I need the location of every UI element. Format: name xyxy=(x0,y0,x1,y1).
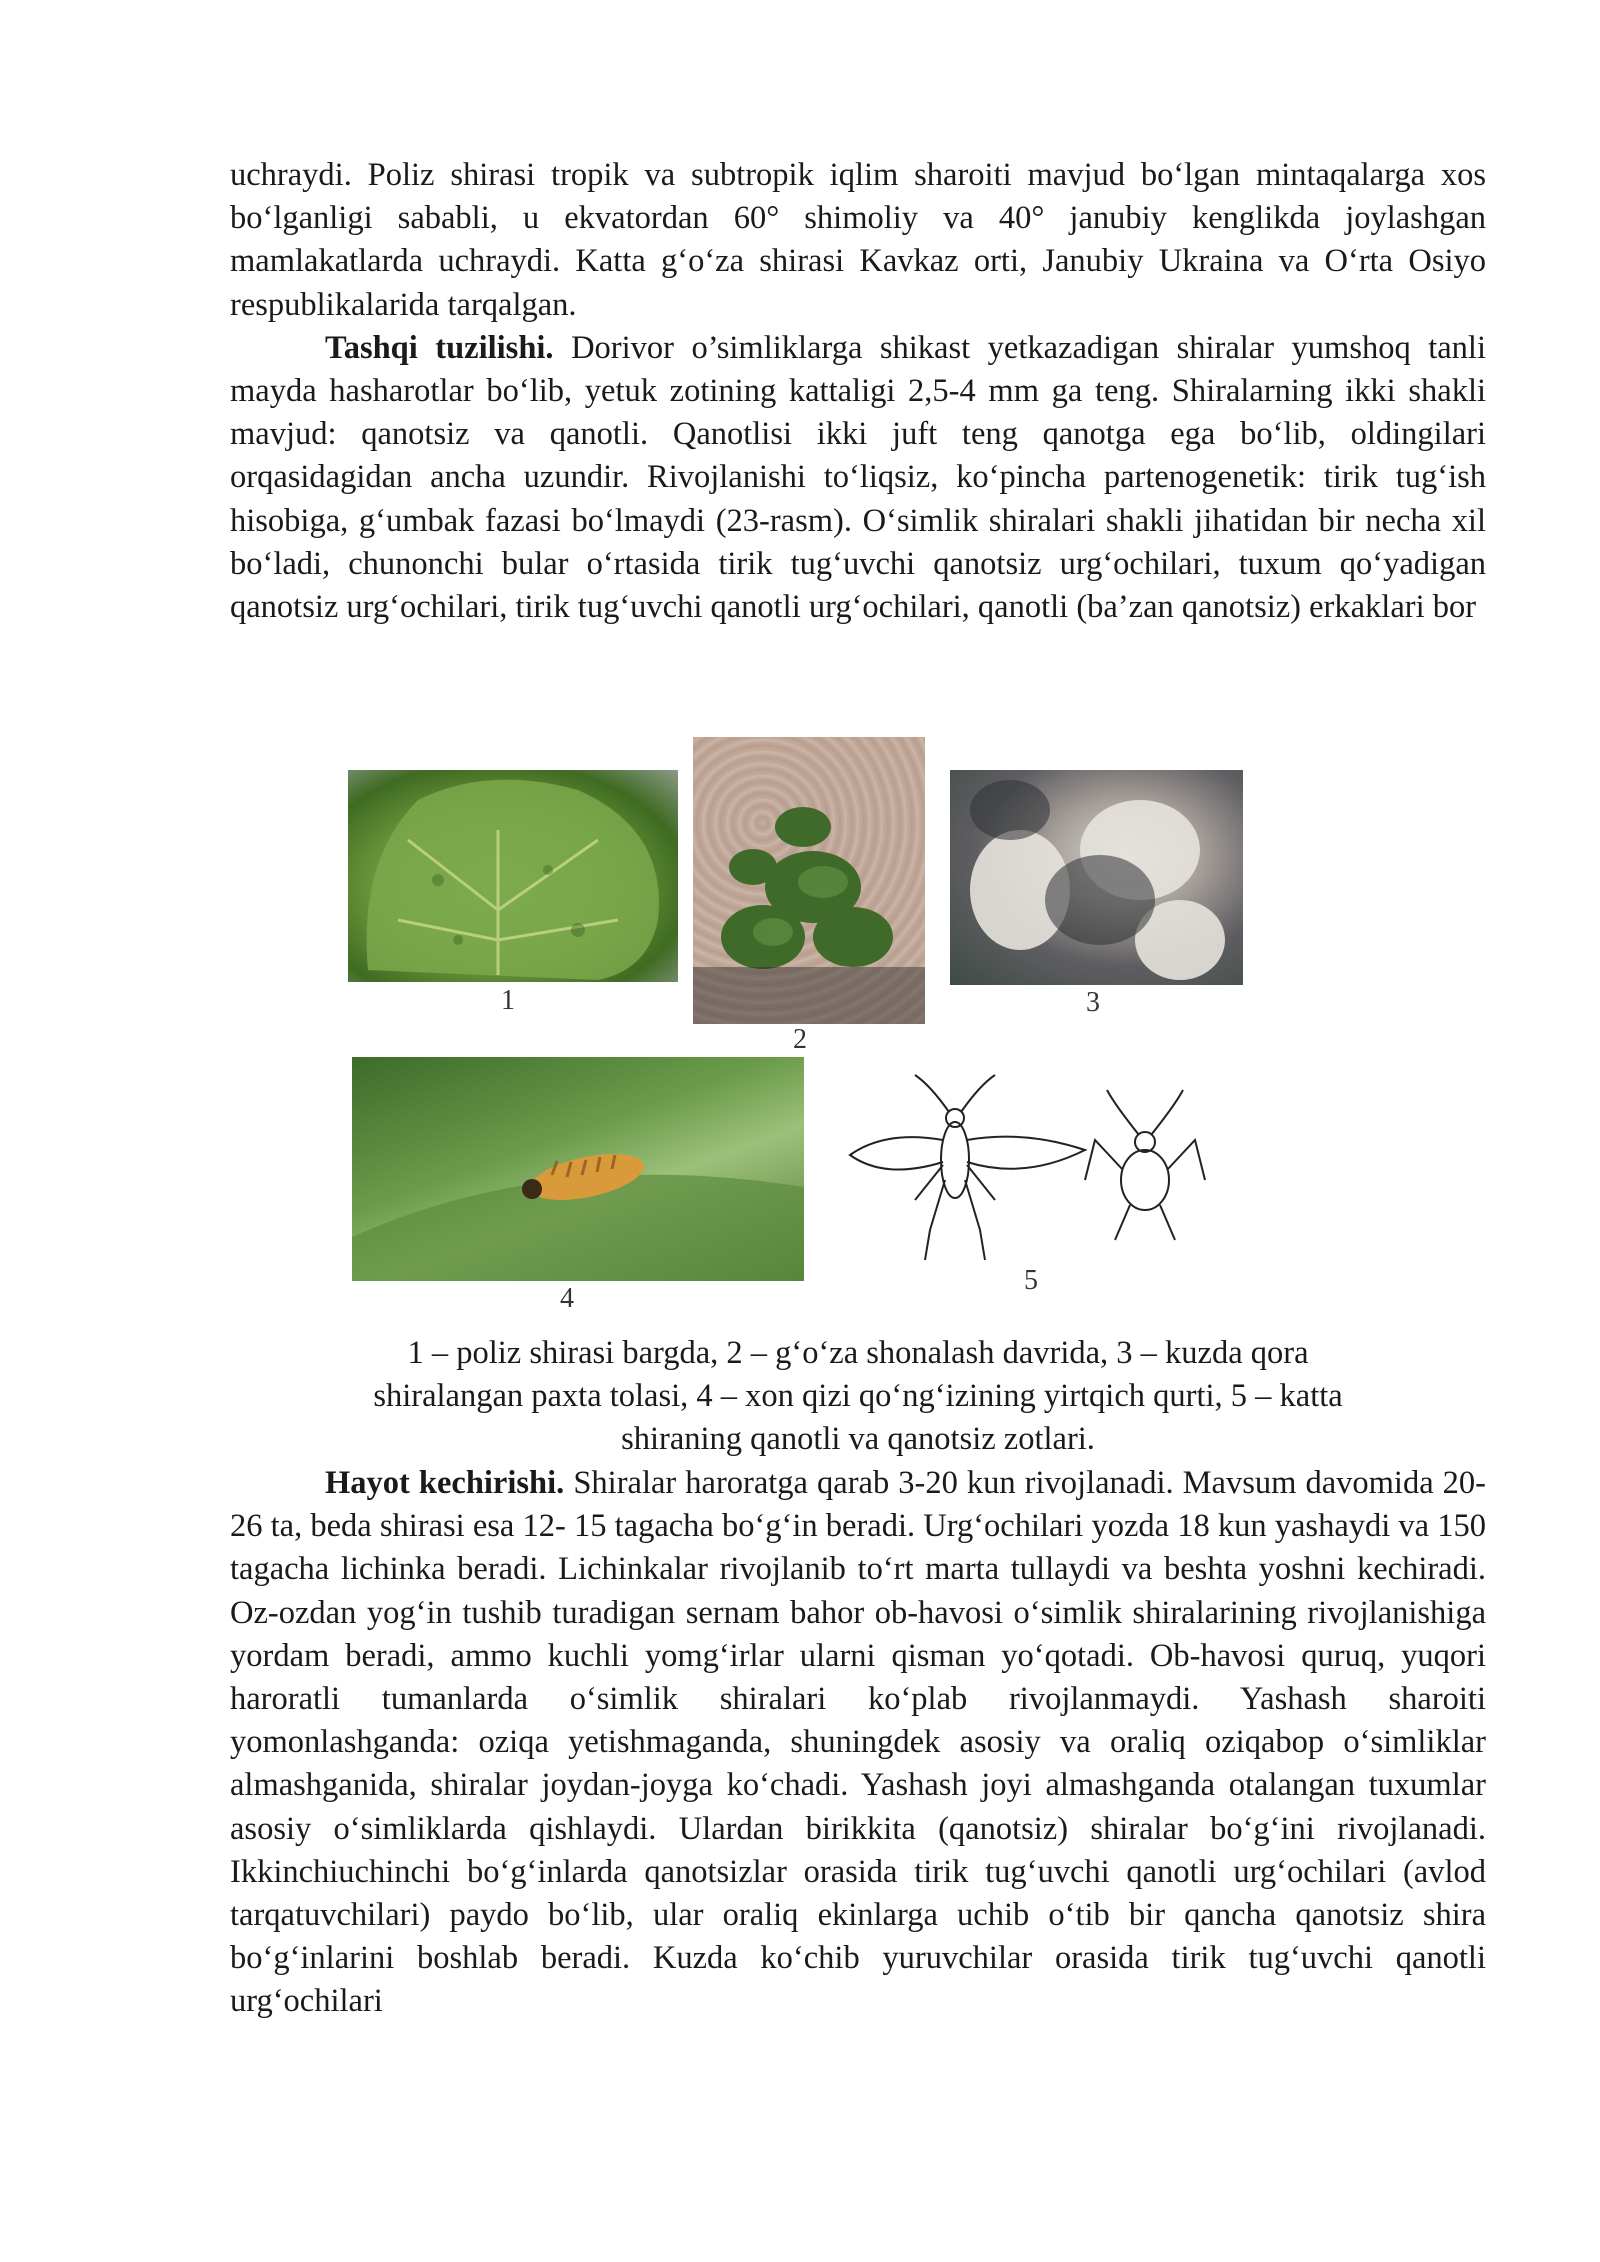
figure-label-5: 5 xyxy=(1024,1265,1038,1296)
section-text-life-cycle: Shiralar haroratga qarab 3-20 kun rivojlanadi. Mavsum davomida 20-26 ta, beda shirasi esa 12- 15 tagacha bo‘g‘in beradi. Urg‘ochilari yozda 18 kun yashaydi va 150 tagacha lichinka beradi. Lichinkalar rivojlanib to‘rt marta tullaydi va beshta yoshni kechiradi. Oz-ozdan yog‘in tushib turadigan sernam bahor ob-havosi o‘simlik shiralarining rivojlanishiga yordam beradi, ammo kuchli yomg‘irlar ularni qisman yo‘qotadi. Ob-havosi quruq, yuqori haroratli tumanlarda o‘simlik shiralari ko‘plab rivojlanmaydi. Yashash sharoiti yomonlashganda: oziqa yetishmaganda, shuningdek asosiy va oraliq oziqabop o‘simliklar almashganida, shiralar joydan-joyga ko‘chadi. Yashash joyi almashganda otalangan tuxumlar asosiy o‘simliklarda qishlaydi. Ulardan birikkita (qanotsiz) shiralar bo‘g‘ini rivojlanadi. Ikkinchiuchinchi bo‘g‘inlarda qanotsizlar orasida tirik tug‘uvchi qanotli urg‘ochilari (avlod tarqatuvchilari) paydo bo‘lib, ular oraliq ekinlarga uchib o‘tib bir qancha qanotsiz shira bo‘g‘inlarini boshlab beradi. Kuzda ko‘chib yuruvchilar orasida tirik tug‘uvchi qanotli urg‘ochilari xyxy=(230,1465,1486,2020)
figure-label-3: 3 xyxy=(1086,987,1100,1018)
section-text-external-structure: Dorivor o’simliklarga shikast yetkazadigan shiralar yumshoq tanli mayda hasharotlar bo‘lib, yetuk zotining kattaligi 2,5-4 mm ga teng. Shiralarning ikki shakli mavjud: qanotsiz va qanotli. Qanotlisi ikki juft teng qanotga ega bo‘lib, oldingilari orqasidagidan ancha uzundir. Rivojlanishi to‘liqsiz, ko‘pincha partenogenetik: tirik tug‘ish hisobiga, g‘umbak fazasi bo‘lmaydi (23-rasm). O‘simlik shiralari shakli jihatidan bir necha xil bo‘ladi, chunonchi bular o‘rtasida tirik tug‘uvchi qanotsiz urg‘ochilari, tuxum qo‘yadigan qanotsiz urg‘ochilari, tirik tug‘uvchi qanotli urg‘ochilari, qanotli (ba’zan qanotsiz) erkaklari bor xyxy=(230,329,1486,626)
aphid-drawing xyxy=(845,1070,1215,1270)
larva-illustration xyxy=(352,1057,804,1281)
section-heading-life-cycle: Hayot kechirishi. xyxy=(325,1465,565,1501)
caption-line-1: 1 – poliz shirasi bargda, 2 – g‘o‘za shonalash davrida, 3 – kuzda qora xyxy=(407,1335,1309,1371)
figure-5-aphid-drawing xyxy=(845,1070,1215,1270)
seedling-illustration xyxy=(693,737,925,1024)
caption-line-3: shiraning qanotli va qanotsiz zotlari. xyxy=(621,1421,1095,1458)
bottom-text-block xyxy=(230,1462,1486,2024)
figure-3-cotton-photo xyxy=(950,770,1243,985)
top-text-block xyxy=(230,154,1486,629)
cotton-illustration xyxy=(950,770,1243,985)
figure-label-2: 2 xyxy=(793,1024,807,1055)
section-heading-external-structure: Tashqi tuzilishi. xyxy=(325,329,554,366)
paragraph-external-structure xyxy=(230,327,1486,629)
figure-label-1: 1 xyxy=(501,985,515,1016)
leaf-illustration xyxy=(348,770,678,982)
figure-label-4: 4 xyxy=(560,1283,574,1314)
paragraph-life-cycle xyxy=(230,1462,1486,2024)
paragraph-1: uchraydi. Poliz shirasi tropik va subtropik iqlim sharoiti mavjud bo‘lgan mintaqalarga xos bo‘lganligi sababli, u ekvatordan 60° shimoliy va 40° janubiy kenglikda joylashgan mamlakatlarda uchraydi. Katta g‘o‘za shirasi Kavkaz orti, Janubiy Ukraina va O‘rta Osiyo respublikalarida tarqalgan. xyxy=(230,157,1486,323)
figure-caption xyxy=(230,1332,1486,1462)
figure-4-larva-photo xyxy=(352,1057,804,1281)
caption-line-2: shiralangan paxta tolasi, 4 – xon qizi qo‘ng‘izining yirtqich qurti, 5 – katta xyxy=(373,1378,1343,1415)
figure-1-leaf-photo xyxy=(348,770,678,982)
figure-2-seedling-photo xyxy=(693,737,925,1024)
